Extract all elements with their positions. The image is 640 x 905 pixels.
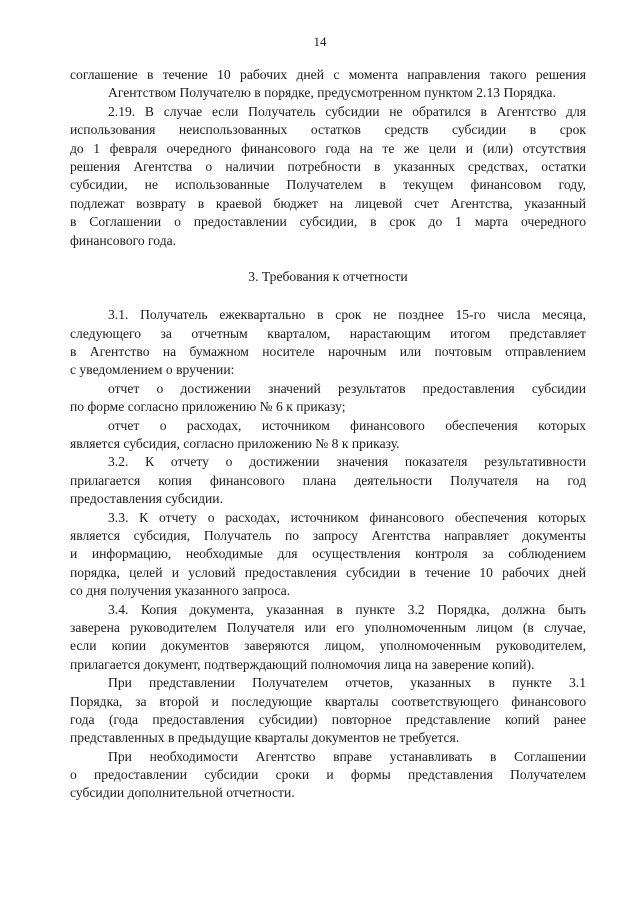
text-line: и информацию, необходимые для осуществления контроля за соблюдением xyxy=(70,546,586,562)
text-line: соглашение в течение 10 рабочих дней с момента направления такого решения xyxy=(70,67,586,82)
paragraph-3-3 xyxy=(70,509,586,601)
text-line: заверена руководителем Получателя или его уполномоченным лицом (в случае, xyxy=(70,619,586,635)
text-line: года (года предоставления субсидии) повторное представление копий ранее xyxy=(70,711,586,727)
text-line: 3.4. Копия документа, указанная в пункте 3.2 Порядка, должна быть xyxy=(108,601,586,617)
text-line: решения Агентства о наличии потребности в указанных средствах, остатки xyxy=(70,158,586,174)
text-line: представленных в предыдущие кварталы документов не требуется. xyxy=(70,730,460,746)
text-line: 3.2. К отчету о достижении значения показателя результативности xyxy=(108,454,586,470)
paragraph-repeat-submission xyxy=(70,674,586,748)
paragraph-2-19 xyxy=(70,103,586,250)
text-line: с уведомлением о вручении: xyxy=(70,362,235,378)
text-line: субсидии дополнительной отчетности. xyxy=(70,785,295,801)
text-line: 2.19. В случае если Получатель субсидии не обратился в Агентство для xyxy=(108,103,586,119)
text-line: порядка, целей и условий предоставления субсидии в течение 10 рабочих дней xyxy=(70,564,586,580)
paragraph-3-4 xyxy=(70,601,586,675)
text-line: в Соглашении о предоставлении субсидии, в срок до 1 марта очередного xyxy=(70,214,586,230)
text-line: если копии документов заверяются лицом, уполномоченным руководителем, xyxy=(70,638,586,654)
text-line: При необходимости Агентство вправе устанавливать в Соглашении xyxy=(108,748,586,764)
text-line: в Агентство на бумажном носителе нарочным или почтовым отправлением xyxy=(70,344,586,360)
text-line: до 1 февраля очередного финансового года на те же цели и (или) отсутствия xyxy=(70,140,586,156)
text-line: со дня получения указанного запроса. xyxy=(70,583,291,599)
text-line: отчет о расходах, источником финансового обеспечения которых xyxy=(108,417,586,433)
text-line: 3.1. Получатель ежеквартально в срок не позднее 15-го числа месяца, xyxy=(108,307,586,323)
page-number: 14 xyxy=(313,34,327,49)
text-line: прилагается документ, подтверждающий полномочия лица на заверение копий). xyxy=(70,656,535,672)
text-line: по форме согласно приложению № 6 к приказу; xyxy=(70,399,346,415)
section-heading: 3. Требования к отчетности xyxy=(248,268,408,284)
text-line: подлежат возврату в краевой бюджет на лицевой счет Агентства, указанный xyxy=(70,195,586,211)
text-line: Агентством Получателю в порядке, предусмотренном пунктом 2.13 Порядка. xyxy=(108,85,556,101)
paragraph-3-2 xyxy=(70,453,586,508)
paragraph-3-1 xyxy=(70,306,586,380)
paragraph-continuation xyxy=(70,66,586,103)
text-line: следующего за отчетным кварталом, нарастающим итогом представляет xyxy=(70,325,586,341)
text-line: прилагается копия финансового плана деятельности Получателя на год xyxy=(70,472,586,488)
text-line: использования неиспользованных остатков средств субсидии в срок xyxy=(70,122,586,138)
paragraph-report-results xyxy=(70,380,586,417)
text-line: является субсидия, Получатель по запросу Агентства направляет документы xyxy=(70,528,586,543)
text-line: финансового года. xyxy=(70,232,177,248)
document-body xyxy=(70,66,586,803)
text-line: субсидии, не использованные Получателем в текущем финансовом году, xyxy=(70,177,586,193)
paragraph-report-expenses xyxy=(70,417,586,454)
text-line: о предоставлении субсидии сроки и формы представления Получателем xyxy=(70,767,586,783)
text-line: При представлении Получателем отчетов, указанных в пункте 3.1 xyxy=(108,675,586,691)
text-line: Порядка, за второй и последующие кварталы соответствующего финансового xyxy=(70,693,586,709)
text-line: предоставления субсидии. xyxy=(70,491,223,507)
text-line: отчет о достижении значений результатов предоставления субсидии xyxy=(108,380,586,396)
paragraph-additional-reporting xyxy=(70,748,586,803)
text-line: 3.3. К отчету о расходах, источником финансового обеспечения которых xyxy=(108,509,586,525)
text-line: является субсидия, согласно приложению № 8 к приказу. xyxy=(70,436,400,452)
